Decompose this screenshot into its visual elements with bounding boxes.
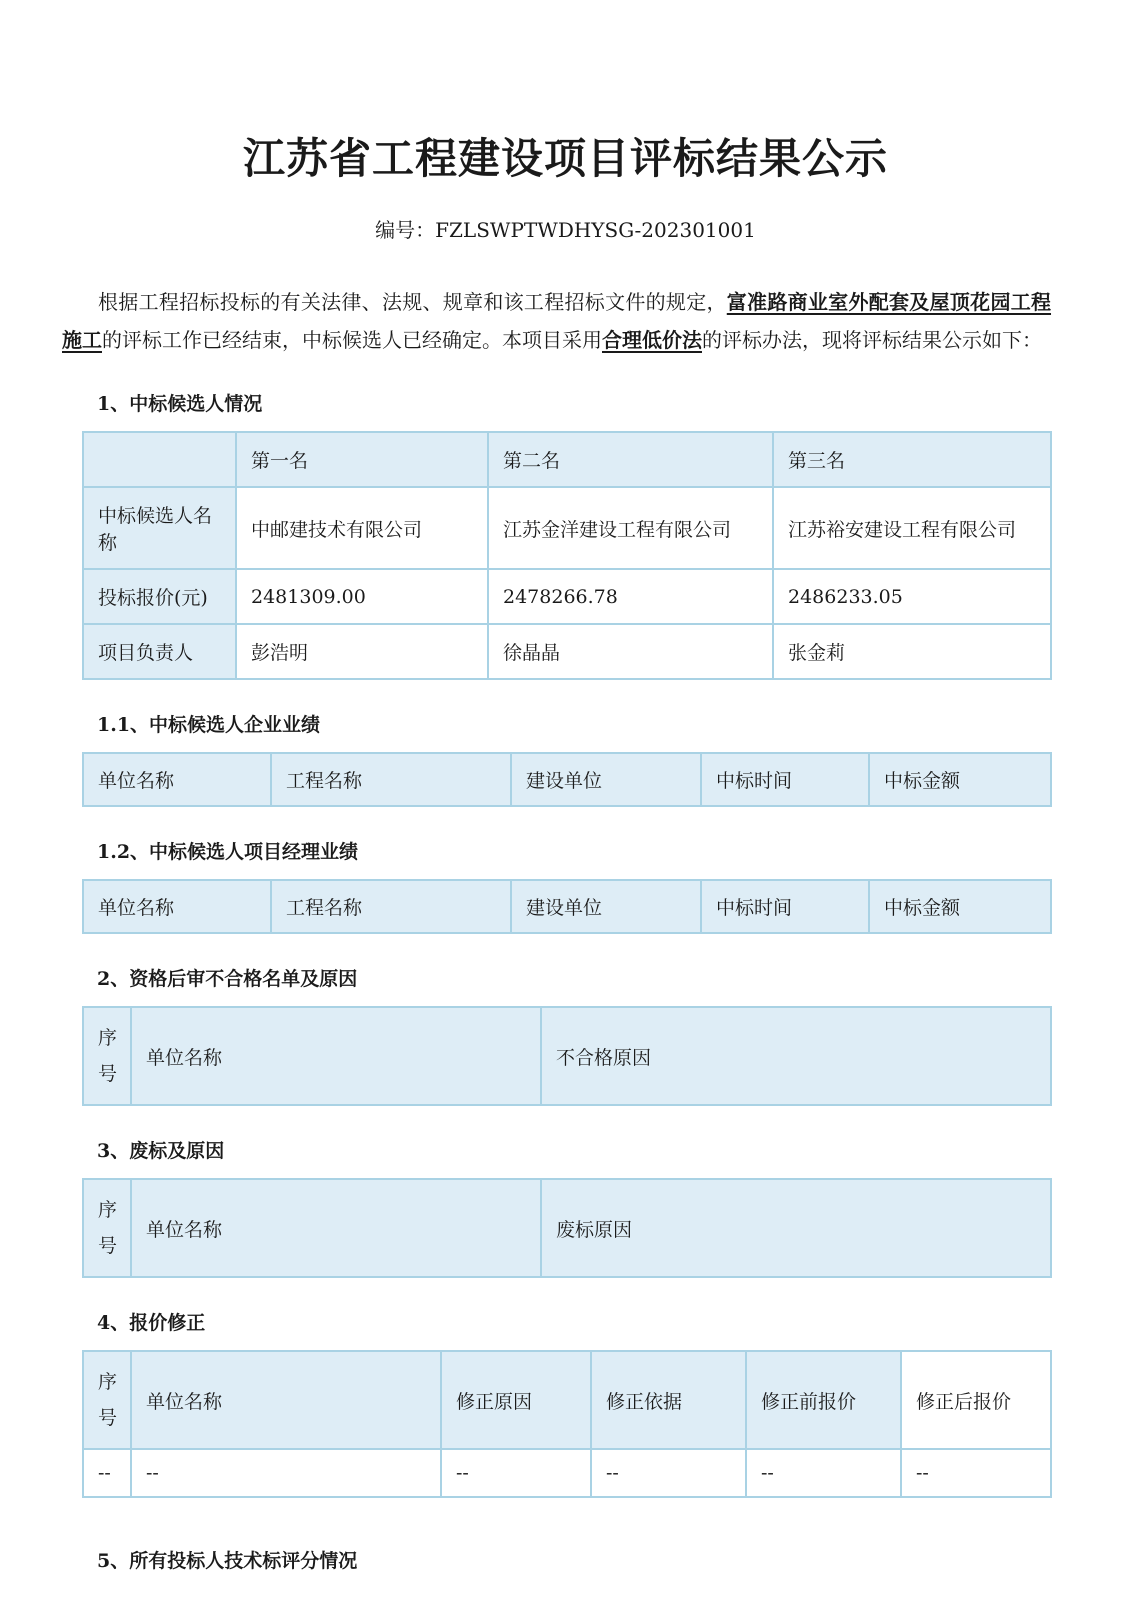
candidate-1-manager: 彭浩明: [236, 624, 488, 679]
winning-candidates-table: [82, 431, 1052, 680]
col-header: 单位名称: [131, 1351, 441, 1449]
candidate-1-price: 2481309.00: [236, 569, 488, 624]
doc-number: [0, 214, 1131, 243]
cell-empty-value: --: [83, 1449, 131, 1497]
doc-number-label: 编号：: [375, 218, 436, 242]
intro-lead: 根据工程招标投标的有关法律、法规、规章和该工程招标文件的规定，: [98, 290, 727, 314]
table-header-row: [83, 1179, 1051, 1277]
enterprise-performance-table: [82, 752, 1052, 807]
table-row: [83, 624, 1051, 679]
col-header: 建设单位: [511, 753, 701, 806]
table-row: [83, 569, 1051, 624]
corner-cell: [83, 432, 236, 487]
disqualified-list-table: [82, 1006, 1052, 1106]
section-5-heading: 5、所有投标人技术标评分情况: [97, 1550, 358, 1572]
page-title: 江苏省工程建设项目评标结果公示: [242, 134, 888, 183]
rank-3-header: 第三名: [773, 432, 1051, 487]
project-name: 富准路商业室外配套及屋顶花园工程施工: [62, 290, 1052, 352]
col-header: 中标时间: [701, 753, 869, 806]
table-row: [83, 487, 1051, 569]
row-label: 中标候选人名称: [83, 487, 236, 569]
section-4-heading: 4、报价修正: [97, 1312, 206, 1334]
cell-empty-value: --: [441, 1449, 591, 1497]
col-header: 工程名称: [271, 880, 511, 933]
table-header-row: [83, 753, 1051, 806]
doc-number-value: FZLSWPTWDHYSG-202301001: [435, 218, 756, 242]
candidate-1-name: 中邮建技术有限公司: [236, 487, 488, 569]
manager-performance-table: [82, 879, 1052, 934]
candidate-2-name: 江苏金洋建设工程有限公司: [488, 487, 773, 569]
col-header: 废标原因: [541, 1179, 1051, 1277]
candidate-2-price: 2478266.78: [488, 569, 773, 624]
cell-empty-value: --: [901, 1449, 1051, 1497]
intro-mid: 的评标工作已经结束，中标候选人已经确定。本项目采用: [102, 328, 602, 352]
col-header: 修正前报价: [746, 1351, 901, 1449]
col-header: 序号: [83, 1179, 131, 1277]
col-header: 中标金额: [869, 880, 1051, 933]
table-header-row: [83, 1007, 1051, 1105]
rejected-bids-table: [82, 1178, 1052, 1278]
intro-paragraph: [62, 283, 1051, 359]
col-header: 序号: [83, 1351, 131, 1449]
candidate-3-price: 2486233.05: [773, 569, 1051, 624]
table-row: [83, 1449, 1051, 1497]
col-header: 建设单位: [511, 880, 701, 933]
section-2-heading: 2、资格后审不合格名单及原因: [97, 968, 358, 990]
col-header: 修正后报价: [901, 1351, 1051, 1449]
section-1-heading: 1、中标候选人情况: [97, 393, 263, 415]
evaluation-method: 合理低价法: [602, 328, 702, 352]
col-header: 工程名称: [271, 753, 511, 806]
col-header: 单位名称: [83, 753, 271, 806]
cell-empty-value: --: [746, 1449, 901, 1497]
col-header: 序号: [83, 1007, 131, 1105]
col-header: 单位名称: [83, 880, 271, 933]
candidate-3-manager: 张金莉: [773, 624, 1051, 679]
candidate-3-name: 江苏裕安建设工程有限公司: [773, 487, 1051, 569]
cell-empty-value: --: [131, 1449, 441, 1497]
rank-2-header: 第二名: [488, 432, 773, 487]
table-header-row: [83, 1351, 1051, 1449]
col-header: 单位名称: [131, 1007, 541, 1105]
col-header: 中标金额: [869, 753, 1051, 806]
candidate-2-manager: 徐晶晶: [488, 624, 773, 679]
table-header-row: [83, 432, 1051, 487]
intro-tail: 的评标办法，现将评标结果公示如下：: [702, 328, 1042, 352]
col-header: 单位名称: [131, 1179, 541, 1277]
table-header-row: [83, 880, 1051, 933]
col-header: 不合格原因: [541, 1007, 1051, 1105]
col-header: 修正原因: [441, 1351, 591, 1449]
section-1-1-heading: 1.1、中标候选人企业业绩: [97, 714, 321, 736]
cell-empty-value: --: [591, 1449, 746, 1497]
rank-1-header: 第一名: [236, 432, 488, 487]
row-label: 投标报价(元): [83, 569, 236, 624]
section-1-2-heading: 1.2、中标候选人项目经理业绩: [97, 841, 359, 863]
section-3-heading: 3、废标及原因: [97, 1140, 225, 1162]
row-label: 项目负责人: [83, 624, 236, 679]
col-header: 中标时间: [701, 880, 869, 933]
price-correction-table: [82, 1350, 1052, 1498]
col-header: 修正依据: [591, 1351, 746, 1449]
